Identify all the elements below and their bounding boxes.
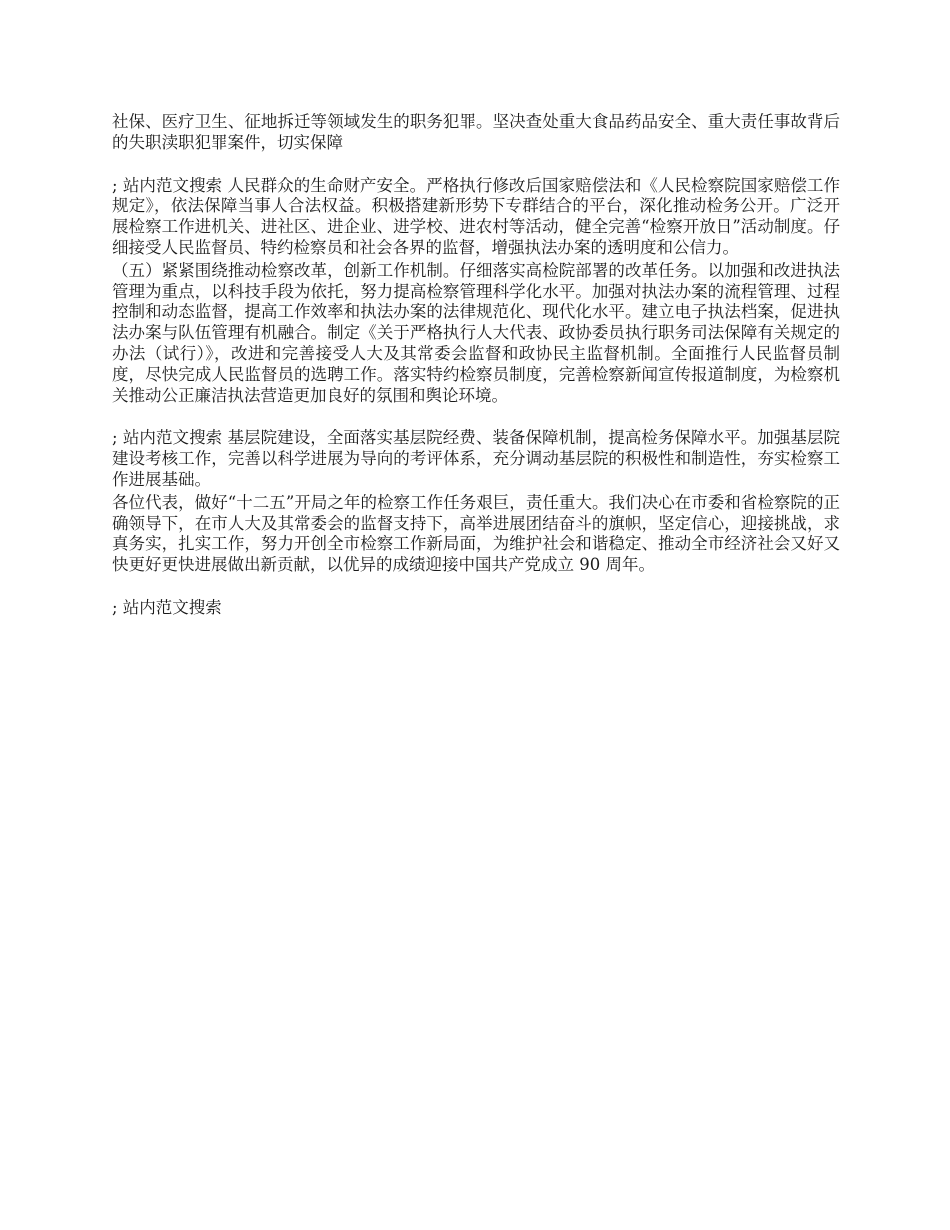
paragraph-5: 各位代表，做好“十二五”开局之年的检察工作任务艰巨，责任重大。我们决心在市委和省检察院的正确领导下，在市人大及其常委会的监督支持下，高举进展团结奋斗的旗帜，坚定信心，迎接挑战，求真务实，扎实工作，努力开创全市检察工作新局面，为维护社会和谐稳定、推动全市经济社会又好又快更好更快进展做出新贡献，以优异的成绩迎接中国共产党成立 90 周年。 xyxy=(112,492,840,575)
paragraph-3: （五）紧紧围绕推动检察改革，创新工作机制。仔细落实高检院部署的改革任务。以加强和改进执法管理为重点，以科技手段为依托，努力提高检察管理科学化水平。加强对执法办案的流程管理、过程控制和动态监督，提高工作效率和执法办案的法律规范化、现代化水平。建立电子执法档案，促进执法办案与队伍管理有机融合。制定《关于严格执行人大代表、政协委员执行职务司法保障有关规定的办法（试行）》，改进和完善接受人大及其常委会监督和政协民主监督机制。全面推行人民监督员制度，尽快完成人民监督员的选聘工作。落实特约检察员制度，完善检察新闻宣传报道制度，为检察机关推动公正廉洁执法营造更加良好的氛围和舆论环境。 xyxy=(112,260,840,405)
paragraph-4: ; 站内范文搜索 基层院建设，全面落实基层院经费、装备保障机制，提高检务保障水平。加强基层院建设考核工作，完善以科学进展为导向的考评体系，充分调动基层院的积极性和制造性，夯实检察工作进展基础。 xyxy=(112,428,840,489)
paragraph-6: ; 站内范文搜索 xyxy=(112,597,222,617)
document-body xyxy=(112,112,840,619)
paragraph-1: 社保、医疗卫生、征地拆迁等领域发生的职务犯罪。坚决查处重大食品药品安全、重大责任事故背后的失职渎职犯罪案件，切实保障 xyxy=(112,112,840,152)
paragraph-2: ; 站内范文搜索 人民群众的生命财产安全。严格执行修改后国家赔偿法和《人民检察院国家赔偿工作规定》，依法保障当事人合法权益。积极搭建新形势下专群结合的平台，深化推动检务公开。广泛开展检察工作进机关、进社区、进企业、进学校、进农村等活动，健全完善“检察开放日”活动制度。仔细接受人民监督员、特约检察员和社会各界的监督，增强执法办案的透明度和公信力。 xyxy=(112,175,840,257)
